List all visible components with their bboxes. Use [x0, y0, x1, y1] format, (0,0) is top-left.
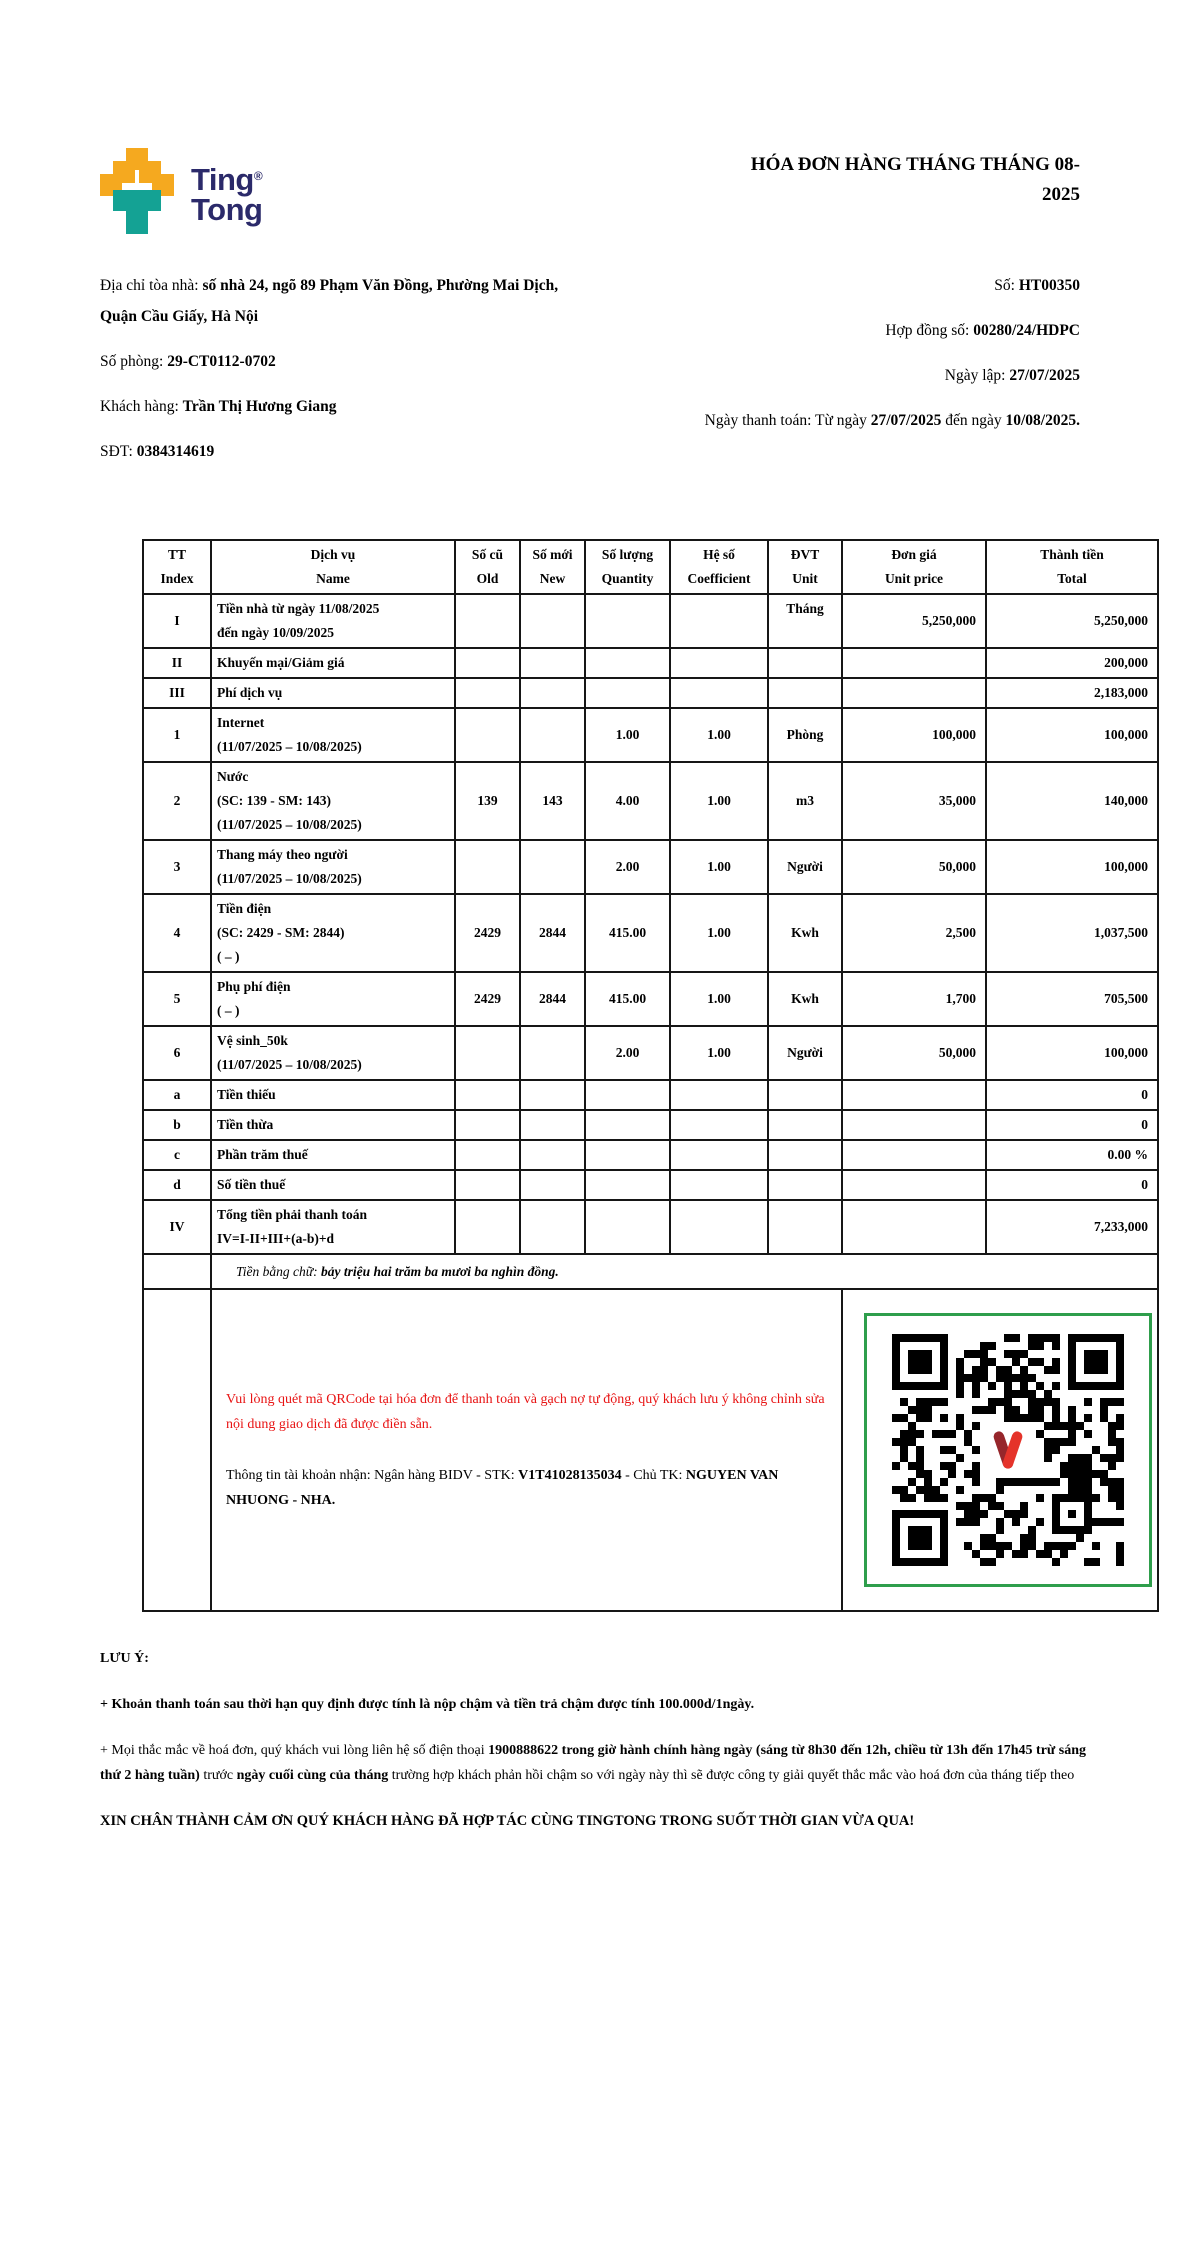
table-row — [143, 648, 1158, 678]
table-cell-new — [520, 594, 585, 648]
table-cell-coef: 1.00 — [670, 972, 768, 1026]
info-line: Khách hàng: Trần Thị Hương Giang — [100, 398, 337, 415]
invoice-table — [142, 539, 1159, 1612]
table-cell-total: 7,233,000 — [986, 1200, 1158, 1254]
table-row — [143, 1170, 1158, 1200]
table-cell-qty: 1.00 — [585, 708, 670, 762]
table-row — [143, 678, 1158, 708]
table-cell-name: Internet (11/07/2025 – 10/08/2025) — [211, 708, 455, 762]
table-cell-coef — [670, 1170, 768, 1200]
amount-in-words-value: bảy triệu hai trăm ba mươi ba nghìn đồng. — [320, 1264, 559, 1279]
table-cell-tt: 5 — [143, 972, 211, 1026]
table-cell-price — [842, 648, 986, 678]
table-cell-coef — [670, 1140, 768, 1170]
empty-cell — [143, 1289, 211, 1611]
table-cell-price: 5,250,000 — [842, 594, 986, 648]
table-cell-name: Tiền thừa — [211, 1110, 455, 1140]
qr-frame — [864, 1313, 1152, 1587]
table-cell-name: Phụ phí điện ( – ) — [211, 972, 455, 1026]
payment-info-cell — [211, 1289, 842, 1611]
table-cell-coef: 1.00 — [670, 708, 768, 762]
info-line: Ngày lập: 27/07/2025 — [944, 367, 1080, 384]
table-cell-old — [455, 1170, 520, 1200]
table-header-cell: ĐVT Unit — [768, 540, 842, 594]
table-cell-price — [842, 1110, 986, 1140]
table-header-cell: TT Index — [143, 540, 211, 594]
table-cell-qty: 2.00 — [585, 1026, 670, 1080]
payment-note: Vui lòng quét mã QRCode tại hóa đơn để thanh toán và gạch nợ tự động, quý khách lưu ý không chỉnh sửa nội dung giao dịch đã được điền sẵn. — [226, 1392, 825, 1432]
logo-pixel — [126, 211, 148, 234]
table-row — [143, 1200, 1158, 1254]
table-cell-tt: 6 — [143, 1026, 211, 1080]
table-cell-unit: Người — [768, 840, 842, 894]
table-cell-tt: d — [143, 1170, 211, 1200]
notes-section — [0, 1612, 1200, 1834]
table-cell-old — [455, 678, 520, 708]
table-row — [143, 708, 1158, 762]
table-cell-old — [455, 1110, 520, 1140]
table-cell-new — [520, 1110, 585, 1140]
table-cell-coef — [670, 1200, 768, 1254]
table-cell-qty — [585, 678, 670, 708]
table-cell-price — [842, 678, 986, 708]
table-cell-price: 50,000 — [842, 1026, 986, 1080]
table-cell-unit — [768, 1170, 842, 1200]
amount-in-words-cell — [211, 1254, 1158, 1289]
table-cell-new — [520, 1140, 585, 1170]
table-cell-coef: 1.00 — [670, 840, 768, 894]
table-cell-old — [455, 1080, 520, 1110]
table-header-cell: Số cũ Old — [455, 540, 520, 594]
table-cell-coef: 1.00 — [670, 894, 768, 972]
table-cell-old — [455, 708, 520, 762]
table-cell-old — [455, 648, 520, 678]
info-line: Ngày thanh toán: Từ ngày 27/07/2025 đến ngày 10/08/2025. — [704, 412, 1080, 429]
table-cell-qty: 415.00 — [585, 894, 670, 972]
table-cell-qty — [585, 1200, 670, 1254]
amount-in-words-label: Tiền bằng chữ: — [236, 1264, 321, 1279]
table-row — [143, 894, 1158, 972]
table-cell-new — [520, 648, 585, 678]
table-cell-new — [520, 840, 585, 894]
table-cell-coef — [670, 648, 768, 678]
table-cell-new — [520, 708, 585, 762]
table-cell-total: 0 — [986, 1080, 1158, 1110]
table-cell-old — [455, 1026, 520, 1080]
amount-in-words-row — [143, 1254, 1158, 1289]
table-row — [143, 1080, 1158, 1110]
table-cell-old — [455, 594, 520, 648]
table-cell-unit — [768, 1110, 842, 1140]
empty-cell — [143, 1254, 211, 1289]
note-item: + Khoản thanh toán sau thời hạn quy định được tính là nộp chậm và tiền trả chậm được tính 100.000d/1ngày. — [100, 1697, 755, 1712]
table-cell-price — [842, 1140, 986, 1170]
table-row — [143, 1140, 1158, 1170]
table-cell-name: Tiền thiếu — [211, 1080, 455, 1110]
info-section — [0, 234, 1200, 481]
table-cell-tt: 3 — [143, 840, 211, 894]
info-right — [670, 270, 1080, 481]
table-cell-unit — [768, 1080, 842, 1110]
table-body — [143, 594, 1158, 1254]
invoice-table-wrap — [142, 539, 1200, 1612]
table-cell-tt: 4 — [143, 894, 211, 972]
table-header-row — [143, 540, 1158, 594]
table-cell-qty: 4.00 — [585, 762, 670, 840]
table-cell-unit — [768, 1200, 842, 1254]
table-row — [143, 840, 1158, 894]
table-cell-coef: 1.00 — [670, 762, 768, 840]
table-cell-unit — [768, 1140, 842, 1170]
table-cell-tt: 1 — [143, 708, 211, 762]
table-cell-total: 705,500 — [986, 972, 1158, 1026]
header — [0, 0, 1200, 234]
tingtong-logo-icon — [100, 148, 176, 234]
table-cell-price: 100,000 — [842, 708, 986, 762]
table-cell-coef — [670, 594, 768, 648]
table-cell-new: 2844 — [520, 894, 585, 972]
table-cell-new — [520, 1026, 585, 1080]
table-cell-tt: a — [143, 1080, 211, 1110]
table-header-cell: Thành tiền Total — [986, 540, 1158, 594]
table-cell-qty: 415.00 — [585, 972, 670, 1026]
table-cell-total: 5,250,000 — [986, 594, 1158, 648]
account-info: Thông tin tài khoản nhận: Ngân hàng BIDV - STK: V1T41028135034 - Chủ TK: NGUYEN VAN NHUONG - NHA. — [226, 1468, 779, 1508]
table-cell-qty — [585, 648, 670, 678]
table-cell-unit: Phòng — [768, 708, 842, 762]
info-line: Địa chỉ tòa nhà: số nhà 24, ngõ 89 Phạm Văn Đồng, Phường Mai Dịch, Quận Cầu Giấy, Hà Nội — [100, 277, 559, 325]
qr-cell — [842, 1289, 1158, 1611]
table-cell-total: 100,000 — [986, 708, 1158, 762]
table-row — [143, 1110, 1158, 1140]
table-cell-old: 2429 — [455, 972, 520, 1026]
table-cell-name: Tiền nhà từ ngày 11/08/2025 đến ngày 10/09/2025 — [211, 594, 455, 648]
logo-pixel — [113, 190, 161, 211]
payment-row — [143, 1289, 1158, 1611]
table-header-cell: Đơn giá Unit price — [842, 540, 986, 594]
table-cell-tt: I — [143, 594, 211, 648]
table-cell-unit — [768, 648, 842, 678]
table-cell-price — [842, 1200, 986, 1254]
table-cell-qty — [585, 1080, 670, 1110]
table-cell-name: Phần trăm thuế — [211, 1140, 455, 1170]
table-cell-qty — [585, 1110, 670, 1140]
table-cell-unit: Kwh — [768, 894, 842, 972]
table-cell-total: 0.00 % — [986, 1140, 1158, 1170]
table-cell-name: Nước (SC: 139 - SM: 143) (11/07/2025 – 10/08/2025) — [211, 762, 455, 840]
table-header-cell: Hệ số Coefficient — [670, 540, 768, 594]
table-cell-new: 2844 — [520, 972, 585, 1026]
table-cell-unit — [768, 678, 842, 708]
table-cell-old: 2429 — [455, 894, 520, 972]
info-line: Số phòng: 29-CT0112-0702 — [100, 353, 276, 370]
table-cell-total: 200,000 — [986, 648, 1158, 678]
table-cell-name: Khuyến mại/Giảm giá — [211, 648, 455, 678]
table-cell-new — [520, 1200, 585, 1254]
table-cell-unit: Người — [768, 1026, 842, 1080]
brand-wordmark: Ting® Tong — [191, 162, 263, 227]
info-left — [100, 270, 580, 481]
note-item: + Mọi thắc mắc về hoá đơn, quý khách vui lòng liên hệ số điện thoại 1900888622 trong giờ hành chính hàng ngày (sáng từ 8h30 đến 12h, chiều từ 13h đến 17h45 trừ sáng thứ 2 hàng tuần) trước ngày cuối cùng của tháng trường hợp khách phản hồi chậm so với ngày này thì sẽ được công ty giải quyết thắc mắc vào hoá đơn của tháng tiếp theo — [100, 1743, 1087, 1783]
info-line: SĐT: 0384314619 — [100, 443, 215, 460]
table-cell-coef — [670, 1110, 768, 1140]
table-cell-coef: 1.00 — [670, 1026, 768, 1080]
table-cell-name: Phí dịch vụ — [211, 678, 455, 708]
info-line: Hợp đồng số: 00280/24/HDPC — [885, 322, 1080, 339]
table-cell-price: 50,000 — [842, 840, 986, 894]
table-row — [143, 972, 1158, 1026]
table-cell-unit: Tháng — [768, 594, 842, 648]
table-cell-new — [520, 1080, 585, 1110]
table-cell-name: Số tiền thuế — [211, 1170, 455, 1200]
table-cell-price: 2,500 — [842, 894, 986, 972]
table-cell-qty: 2.00 — [585, 840, 670, 894]
v-icon — [987, 1429, 1029, 1471]
table-cell-old — [455, 1200, 520, 1254]
table-cell-total: 1,037,500 — [986, 894, 1158, 972]
table-cell-name: Thang máy theo người (11/07/2025 – 10/08/2025) — [211, 840, 455, 894]
table-cell-old: 139 — [455, 762, 520, 840]
table-cell-qty — [585, 1140, 670, 1170]
table-cell-price — [842, 1080, 986, 1110]
table-cell-old — [455, 1140, 520, 1170]
table-row — [143, 762, 1158, 840]
table-cell-coef — [670, 678, 768, 708]
info-line: Số: HT00350 — [994, 277, 1080, 294]
table-cell-new — [520, 678, 585, 708]
registered-mark: ® — [253, 169, 263, 183]
brand-logo — [100, 148, 262, 234]
table-cell-tt: III — [143, 678, 211, 708]
table-cell-total: 0 — [986, 1110, 1158, 1140]
table-cell-tt: 2 — [143, 762, 211, 840]
table-row — [143, 594, 1158, 648]
table-cell-tt: c — [143, 1140, 211, 1170]
table-row — [143, 1026, 1158, 1080]
table-cell-total: 100,000 — [986, 1026, 1158, 1080]
closing-line: XIN CHÂN THÀNH CẢM ƠN QUÝ KHÁCH HÀNG ĐÃ HỢP TÁC CÙNG TINGTONG TRONG SUỐT THỜI GIAN VỪA QUA! — [100, 1813, 915, 1829]
table-cell-price: 1,700 — [842, 972, 986, 1026]
table-cell-new — [520, 1170, 585, 1200]
table-cell-old — [455, 840, 520, 894]
table-cell-price — [842, 1170, 986, 1200]
table-cell-total: 2,183,000 — [986, 678, 1158, 708]
table-cell-qty — [585, 1170, 670, 1200]
notes-heading: LƯU Ý: — [100, 1651, 149, 1666]
table-header-cell: Dịch vụ Name — [211, 540, 455, 594]
table-header-cell: Số lượng Quantity — [585, 540, 670, 594]
qr-v-logo — [981, 1423, 1035, 1477]
table-cell-name: Tiền điện (SC: 2429 - SM: 2844) ( – ) — [211, 894, 455, 972]
table-cell-new: 143 — [520, 762, 585, 840]
qr-code — [892, 1334, 1124, 1566]
table-cell-unit: Kwh — [768, 972, 842, 1026]
table-cell-price: 35,000 — [842, 762, 986, 840]
table-cell-total: 0 — [986, 1170, 1158, 1200]
table-cell-unit: m3 — [768, 762, 842, 840]
table-cell-name: Tổng tiền phải thanh toán IV=I-II+III+(a-b)+d — [211, 1200, 455, 1254]
table-cell-name: Vệ sinh_50k (11/07/2025 – 10/08/2025) — [211, 1026, 455, 1080]
table-cell-tt: II — [143, 648, 211, 678]
table-cell-tt: b — [143, 1110, 211, 1140]
invoice-title: HÓA ĐƠN HÀNG THÁNG THÁNG 08- 2025 — [750, 154, 1080, 205]
table-header-cell: Số mới New — [520, 540, 585, 594]
table-cell-coef — [670, 1080, 768, 1110]
table-cell-total: 140,000 — [986, 762, 1158, 840]
table-cell-qty — [585, 594, 670, 648]
table-cell-tt: IV — [143, 1200, 211, 1254]
table-cell-total: 100,000 — [986, 840, 1158, 894]
